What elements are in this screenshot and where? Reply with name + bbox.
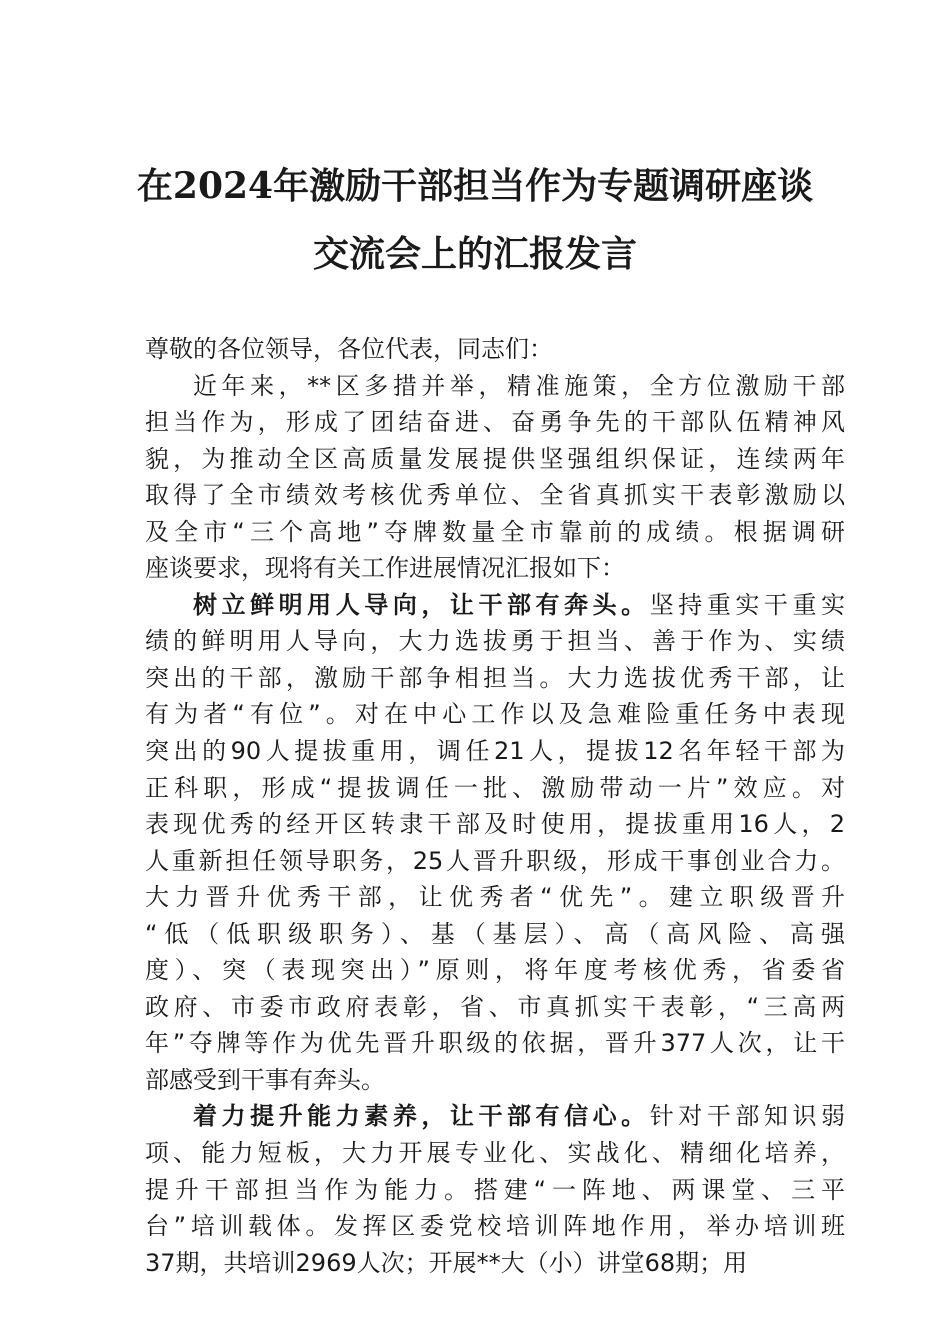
body-line — [145, 1172, 845, 1209]
body-text: “低（低职级职务）、基（基层）、高（高风险、高强 — [145, 919, 845, 948]
body-line — [145, 1098, 845, 1135]
body-text: 突出的90人提拔重用，调任21人，提拔12名年轻干部为 — [145, 737, 845, 766]
body-line — [145, 331, 845, 368]
body-text: 表现优秀的经开区转隶干部及时使用，提拔重用16人，2 — [145, 810, 845, 839]
body-text: 37期，共培训2969人次；开展**大（小）讲堂68期；用 — [145, 1248, 748, 1277]
body-line — [145, 806, 845, 843]
body-line — [145, 1062, 845, 1099]
body-line — [145, 587, 845, 624]
body-line — [145, 952, 845, 989]
body-text: 有为者“有位”。对在中心工作以及急难险重任务中表现 — [145, 700, 845, 729]
body-line — [145, 368, 845, 405]
body-text: 坚持重实干重实 — [649, 590, 846, 619]
body-text: 项、能力短板，大力开展专业化、实战化、精细化培养， — [145, 1139, 845, 1168]
body-text: 貌，为推动全区高质量发展提供坚强组织保证，连续两年 — [145, 444, 845, 473]
body-text: 及全市“三个高地”夺牌数量全市靠前的成绩。根据调研 — [145, 517, 845, 546]
body-text: 绩的鲜明用人导向，大力选拔勇于担当、善于作为、实绩 — [145, 627, 845, 656]
body-line — [145, 879, 845, 916]
body-text: 提升干部担当作为能力。搭建“一阵地、两课堂、三平 — [145, 1175, 845, 1204]
body-text: 取得了全市绩效考核优秀单位、全省真抓实干表彰激励以 — [145, 481, 845, 510]
body-line — [145, 1245, 845, 1282]
document-title-line-2: 交流会上的汇报发言 — [312, 233, 637, 275]
body-text: 近年来，**区多措并举，精准施策，全方位激励干部 — [193, 371, 845, 400]
body-line — [145, 733, 845, 770]
body-text: 政府、市委市政府表彰，省、市真抓实干表彰，“三高两 — [145, 992, 845, 1021]
body-line — [145, 843, 845, 880]
body-text: 座谈要求，现将有关工作进展情况汇报如下： — [145, 554, 625, 583]
body-text: 度）、突（表现突出）”原则，将年度考核优秀，省委省 — [145, 956, 845, 985]
body-line — [145, 1025, 845, 1062]
body-text: 尊敬的各位领导，各位代表，同志们： — [145, 335, 553, 363]
body-line — [145, 696, 845, 733]
body-line — [145, 770, 845, 807]
paragraph-heading: 着力提升能力素养，让干部有信心。 — [193, 1102, 650, 1131]
body-line — [145, 916, 845, 953]
body-text: 台”培训载体。发挥区委党校培训阵地作用，举办培训班 — [145, 1212, 845, 1241]
document-title-line-1: 在2024年激励干部担当作为专题调研座谈 — [136, 165, 814, 207]
body-line — [145, 1208, 845, 1245]
body-line — [145, 441, 845, 478]
body-text: 年”夺牌等作为优先晋升职级的依据，晋升377人次，让干 — [145, 1029, 845, 1058]
body-line — [145, 660, 845, 697]
body-line — [145, 477, 845, 514]
body-line — [145, 404, 845, 441]
body-line — [145, 1135, 845, 1172]
paragraph-heading: 树立鲜明用人导向，让干部有奔头。 — [193, 590, 650, 619]
body-text: 人重新担任领导职务，25人晋升职级，形成干事创业合力。 — [145, 846, 845, 875]
body-line — [145, 989, 845, 1026]
body-text: 大力晋升优秀干部，让优秀者“优先”。建立职级晋升 — [145, 883, 845, 912]
body-text: 担当作为，形成了团结奋进、奋勇争先的干部队伍精神风 — [145, 408, 845, 437]
body-text: 针对干部知识弱 — [649, 1102, 846, 1131]
body-line — [145, 623, 845, 660]
body-line — [145, 514, 845, 551]
body-text: 部感受到干事有奔头。 — [145, 1065, 385, 1094]
body-line — [145, 550, 845, 587]
body-text: 突出的干部，激励干部争相担当。大力选拔优秀干部，让 — [145, 663, 845, 692]
body-text: 正科职，形成“提拔调任一批、激励带动一片”效应。对 — [145, 773, 845, 802]
document-body — [145, 331, 845, 1281]
